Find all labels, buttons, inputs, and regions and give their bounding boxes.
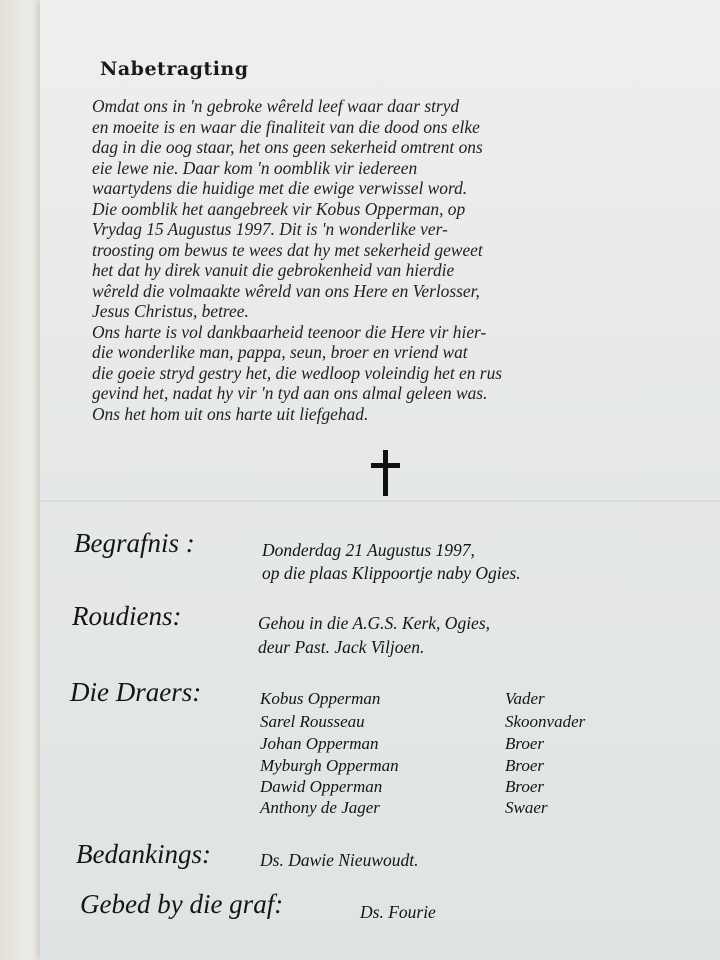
bearer-name: Myburgh Opperman: [260, 756, 399, 775]
bearer-name: Anthony de Jager: [260, 798, 380, 817]
bearer-relation: Skoonvader: [505, 712, 586, 731]
text-line: troosting om bewus te wees dat hy met sekerheid geweet: [92, 239, 483, 260]
text-line: waartydens die huidige met die ewige verwissel word.: [92, 178, 468, 198]
reflection-text: [92, 96, 652, 424]
text-line: en moeite is en waar die finaliteit van die dood ons elke: [92, 116, 480, 137]
bearer-name: Sarel Rousseau: [260, 712, 365, 731]
funeral-place: op die plaas Klippoortje naby Ogies.: [262, 563, 521, 583]
text-line: Omdat ons in 'n gebroke wêreld leef waar daar stryd: [92, 96, 460, 116]
funeral-date: Donderdag 21 Augustus 1997,: [262, 540, 475, 560]
text-line: het dat hy direk vanuit die gebrokenheid van hierdie: [92, 260, 455, 280]
bearer-relation: Broer: [505, 756, 545, 775]
text-line: eie lewe nie. Daar kom 'n oomblik vir iedereen: [92, 157, 418, 178]
funeral-label: Begrafnis :: [74, 528, 195, 558]
bearer-name: Johan Opperman: [260, 734, 379, 753]
service-officiant: deur Past. Jack Viljoen.: [258, 637, 425, 657]
bearer-relation: Broer: [505, 734, 545, 753]
text-line: Ons harte is vol dankbaarheid teenoor die Here vir hier-: [92, 321, 487, 342]
text-line: wêreld die volmaakte wêreld van ons Here en Verlosser,: [92, 280, 480, 301]
service-location: Gehou in die A.G.S. Kerk, Ogies,: [258, 613, 491, 633]
text-line: Die oomblik het aangebreek vir Kobus Opperman, op: [92, 198, 466, 219]
thanks-value: Ds. Dawie Nieuwoudt.: [260, 850, 419, 870]
text-line: die wonderlike man, pappa, seun, broer en vriend wat: [92, 342, 468, 362]
text-line: Vrydag 15 Augustus 1997. Dit is 'n wonderlike ver-: [92, 219, 448, 239]
text-line: Jesus Christus, betree.: [92, 301, 249, 321]
bearers-label: Die Draers:: [70, 677, 202, 707]
cross-icon: [369, 450, 403, 498]
card-fold: [40, 500, 720, 502]
bearer-relation: Vader: [505, 689, 545, 708]
text-line: gevind het, nadat hy vir 'n tyd aan ons almal geleen was.: [92, 383, 488, 403]
thanks-label: Bedankings:: [76, 839, 211, 869]
text-line: Ons het hom uit ons harte uit liefgehad.: [92, 403, 369, 424]
text-line: die goeie stryd gestry het, die wedloop voleindig het en rus: [92, 362, 503, 383]
bearer-relation: Broer: [505, 777, 545, 796]
section-heading: Nabetragting: [100, 58, 249, 80]
bearer-name: Kobus Opperman: [260, 689, 381, 708]
text-line: dag in die oog staar, het ons geen sekerheid omtrent ons: [92, 137, 483, 157]
prayer-value: Ds. Fourie: [360, 902, 436, 922]
bearer-name: Dawid Opperman: [260, 777, 383, 796]
bearer-relation: Swaer: [505, 798, 548, 817]
service-label: Roudiens:: [72, 601, 182, 631]
prayer-label: Gebed by die graf:: [80, 889, 284, 919]
